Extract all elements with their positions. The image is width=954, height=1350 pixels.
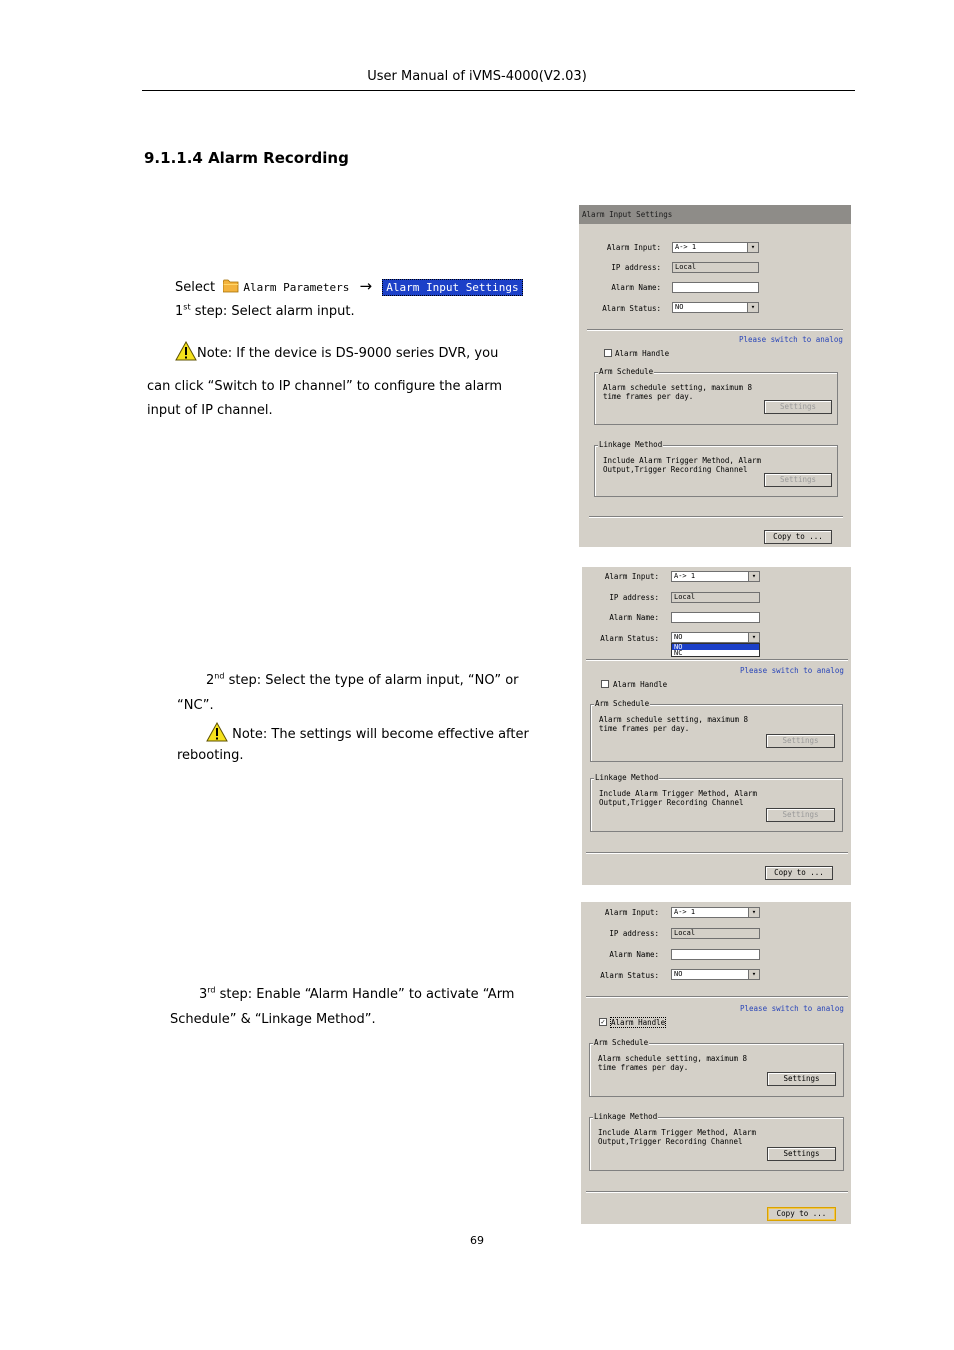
linkage-method-description <box>599 789 757 807</box>
ip-address-label: IP address: <box>609 929 659 938</box>
alarm-input-select[interactable] <box>671 571 760 582</box>
arm-schedule-description <box>598 1054 747 1072</box>
breadcrumb-alarm-parameters[interactable]: Alarm Parameters <box>243 281 350 294</box>
alarm-status-select[interactable] <box>672 302 759 313</box>
arm-schedule-title: Arm Schedule <box>599 367 654 376</box>
alarm-status-label: Alarm Status: <box>600 971 659 980</box>
step3-body: step: Enable “Alarm Handle” to activate “Arm <box>215 987 515 1002</box>
chevron-down-icon[interactable]: ▾ <box>748 572 759 581</box>
arm-schedule-group <box>594 367 838 425</box>
step2-text <box>206 672 519 690</box>
arm-schedule-settings-button[interactable]: Settings <box>767 1072 836 1086</box>
linkage-text-line2: Output,Trigger Recording Channel <box>598 1137 743 1146</box>
step2-number: 2 <box>206 673 215 688</box>
ip-address-field: Local <box>671 928 760 939</box>
alarm-name-label: Alarm Name: <box>609 613 659 622</box>
warning-icon <box>175 341 197 361</box>
step2-ordinal: nd <box>214 671 225 681</box>
chevron-down-icon[interactable]: ▾ <box>748 633 759 642</box>
chevron-down-icon[interactable]: ▾ <box>748 970 759 979</box>
running-header: User Manual of iVMS-4000(V2.03) <box>367 69 587 84</box>
alarm-name-input[interactable] <box>671 949 760 960</box>
alarm-input-select[interactable] <box>671 907 760 918</box>
step1-number: 1 <box>175 304 184 319</box>
step1-note <box>175 341 498 363</box>
ip-address-field: Local <box>671 592 760 603</box>
alarm-input-value: A-> 1 <box>674 572 696 580</box>
alarm-input-value: A-> 1 <box>674 908 696 916</box>
section-heading: 9.1.1.4 Alarm Recording <box>144 149 349 167</box>
linkage-method-group <box>590 773 843 832</box>
chevron-down-icon[interactable]: ▾ <box>747 243 758 252</box>
alarm-handle-checkbox[interactable] <box>604 349 612 357</box>
alarm-name-input[interactable] <box>672 282 759 293</box>
linkage-text-line1: Include Alarm Trigger Method, Alarm <box>603 456 762 465</box>
step3-text <box>199 986 514 1004</box>
step2-note-lead: Note: The settings will become effective after <box>228 727 529 742</box>
linkage-method-title: Linkage Method <box>594 1112 658 1121</box>
alarm-handle-label: Alarm Handle <box>615 349 670 358</box>
linkage-settings-button[interactable]: Settings <box>764 473 832 487</box>
folder-icon <box>223 279 239 293</box>
alarm-input-settings-dialog-3 <box>581 902 851 1224</box>
step1-note-lead: Note: If the device is DS-9000 series DVR, you <box>197 346 499 361</box>
alarm-input-value: A-> 1 <box>675 243 697 251</box>
linkage-settings-button[interactable]: Settings <box>766 808 835 822</box>
ip-address-field: Local <box>672 262 759 273</box>
arm-text-line1: Alarm schedule setting, maximum 8 <box>599 715 749 724</box>
copy-to-button[interactable]: Copy to ... <box>767 1207 836 1221</box>
step1-ordinal: st <box>183 302 191 312</box>
chevron-down-icon[interactable]: ▾ <box>747 303 758 312</box>
alarm-status-dropdown-list <box>671 643 760 657</box>
step3-number: 3 <box>199 987 208 1002</box>
linkage-method-description <box>598 1128 756 1146</box>
linkage-method-group <box>594 440 838 497</box>
linkage-method-title: Linkage Method <box>595 773 659 782</box>
linkage-text-line2: Output,Trigger Recording Channel <box>603 465 748 474</box>
warning-icon <box>206 722 228 742</box>
arm-schedule-description <box>599 715 748 733</box>
separator <box>586 659 848 661</box>
arm-text-line2: time frames per day. <box>603 392 694 401</box>
dialog-title: Alarm Input Settings <box>579 205 851 224</box>
step1-text <box>175 303 355 321</box>
separator <box>586 996 848 998</box>
status-option-nc[interactable]: NC <box>674 649 683 657</box>
arm-text-line2: time frames per day. <box>598 1063 689 1072</box>
alarm-status-value: NO <box>675 303 684 311</box>
alarm-input-select[interactable] <box>672 242 759 253</box>
alarm-handle-checkbox[interactable] <box>601 680 609 688</box>
alarm-handle-checkbox[interactable]: ✓ <box>600 1018 606 1026</box>
ip-address-label: IP address: <box>609 593 659 602</box>
switch-to-analog-link[interactable]: Please switch to analog <box>739 335 843 344</box>
linkage-text-line1: Include Alarm Trigger Method, Alarm <box>598 1128 757 1137</box>
arm-schedule-group <box>589 1038 844 1097</box>
alarm-name-label: Alarm Name: <box>611 283 661 292</box>
step2-note <box>206 722 529 744</box>
step1-note-line3: input of IP channel. <box>147 403 273 418</box>
step2-note-line2: rebooting. <box>177 748 244 763</box>
arm-schedule-settings-button[interactable]: Settings <box>764 400 832 414</box>
alarm-name-label: Alarm Name: <box>609 950 659 959</box>
alarm-input-label: Alarm Input: <box>604 572 659 581</box>
alarm-status-select[interactable] <box>671 969 760 980</box>
separator <box>586 1191 848 1193</box>
alarm-status-label: Alarm Status: <box>600 634 659 643</box>
alarm-input-settings-dialog-2 <box>582 567 851 885</box>
arm-schedule-description <box>603 383 752 401</box>
page-number: 69 <box>470 1234 484 1247</box>
breadcrumb-alarm-input-settings[interactable]: Alarm Input Settings <box>382 279 522 296</box>
copy-to-button[interactable]: Copy to ... <box>765 866 833 880</box>
header-rule <box>142 90 855 91</box>
arm-text-line1: Alarm schedule setting, maximum 8 <box>603 383 753 392</box>
step2-text-line2: “NC”. <box>177 698 214 713</box>
arm-schedule-title: Arm Schedule <box>594 1038 649 1047</box>
select-word: Select <box>175 280 216 295</box>
separator <box>587 329 843 331</box>
ip-address-label: IP address: <box>611 263 661 272</box>
linkage-text-line1: Include Alarm Trigger Method, Alarm <box>599 789 758 798</box>
alarm-status-value: NO <box>674 633 683 641</box>
alarm-handle-label: Alarm Handle <box>611 1018 666 1027</box>
arm-text-line2: time frames per day. <box>599 724 690 733</box>
step2-body: step: Select the type of alarm input, “NO” or <box>224 673 519 688</box>
alarm-name-input[interactable] <box>671 612 760 623</box>
separator <box>589 516 843 518</box>
linkage-text-line2: Output,Trigger Recording Channel <box>599 798 744 807</box>
arm-schedule-settings-button[interactable]: Settings <box>766 734 835 748</box>
alarm-handle-label: Alarm Handle <box>613 680 668 689</box>
linkage-method-description <box>603 456 761 474</box>
step3-text-line2: Schedule” & “Linkage Method”. <box>170 1012 376 1027</box>
alarm-input-settings-dialog-1 <box>579 205 851 547</box>
alarm-status-select[interactable] <box>671 632 760 643</box>
separator <box>586 852 848 854</box>
arm-schedule-title: Arm Schedule <box>595 699 650 708</box>
linkage-settings-button[interactable]: Settings <box>767 1147 836 1161</box>
step1-note-line2: can click “Switch to IP channel” to configure the alarm <box>147 379 502 394</box>
copy-to-button[interactable]: Copy to ... <box>764 530 832 544</box>
breadcrumb-arrow-icon: → <box>359 277 373 295</box>
switch-to-analog-link[interactable]: Please switch to analog <box>740 666 844 675</box>
arm-schedule-group <box>590 699 843 762</box>
status-option-no[interactable]: NO <box>672 644 759 650</box>
linkage-method-title: Linkage Method <box>599 440 663 449</box>
menu-path <box>175 277 523 297</box>
alarm-input-label: Alarm Input: <box>606 243 661 252</box>
alarm-status-value: NO <box>674 970 683 978</box>
alarm-status-label: Alarm Status: <box>602 304 661 313</box>
chevron-down-icon[interactable]: ▾ <box>748 908 759 917</box>
arm-text-line1: Alarm schedule setting, maximum 8 <box>598 1054 748 1063</box>
step3-ordinal: rd <box>207 985 216 995</box>
switch-to-analog-link[interactable]: Please switch to analog <box>740 1004 844 1013</box>
linkage-method-group <box>589 1112 844 1171</box>
step1-body: step: Select alarm input. <box>190 304 355 319</box>
alarm-input-label: Alarm Input: <box>604 908 659 917</box>
